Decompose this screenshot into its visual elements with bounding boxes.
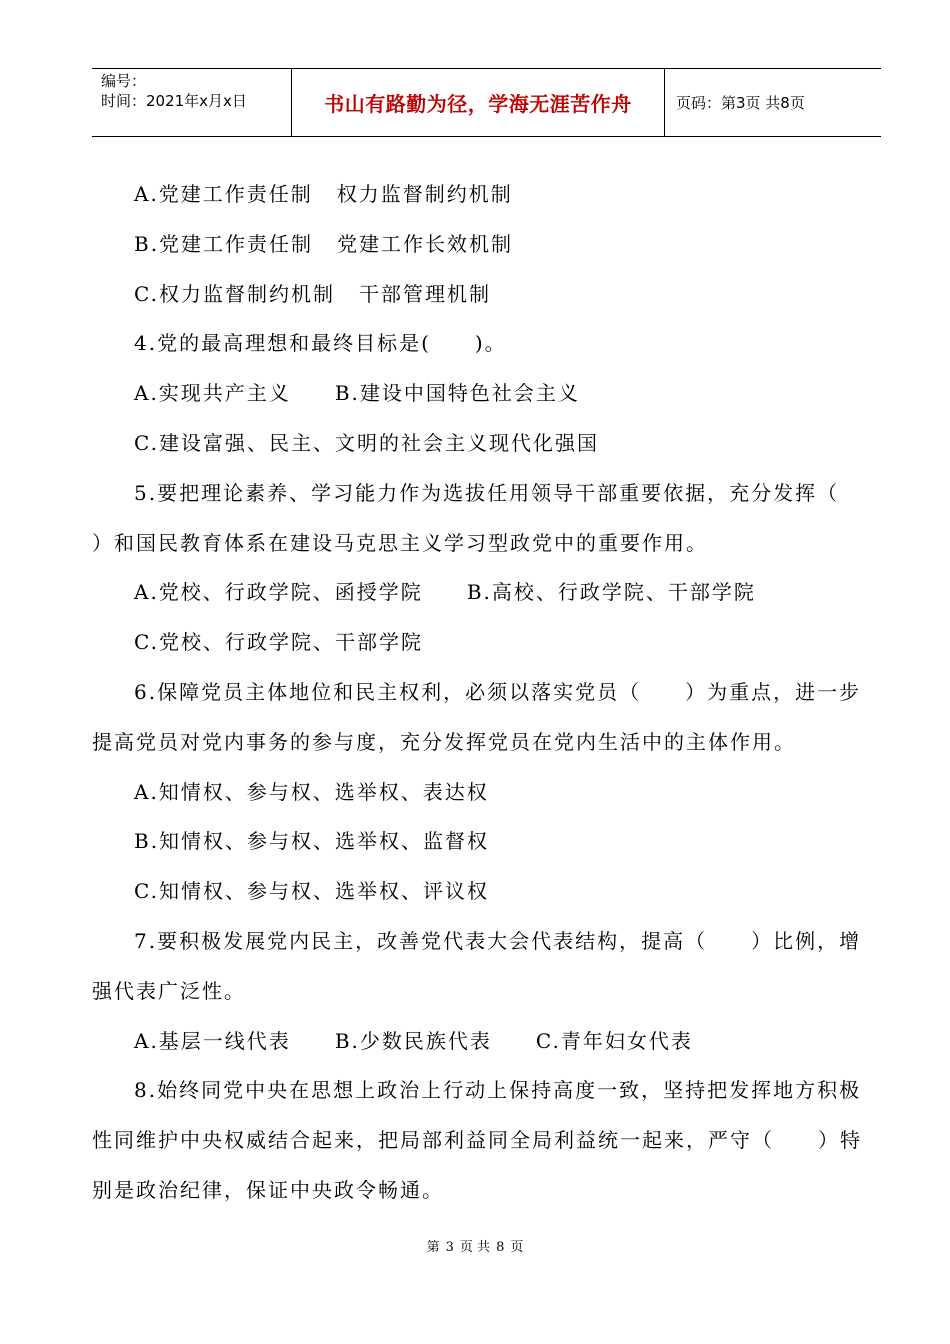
option-line <box>92 419 882 469</box>
text-segment: 7.要积极发展党内民主，改善党代表大会代表结构，提高（ ）比例，增 <box>134 928 862 953</box>
document-body <box>92 170 882 1216</box>
text-segment: 性同维护中央权威结合起来，把局部利益同全局利益统一起来，严守（ ）特 <box>92 1128 862 1153</box>
text-segment: A.知情权、参与权、选举权、表达权 <box>134 779 489 804</box>
continuation-line <box>92 718 882 768</box>
text-segment: C.权力监督制约机制 <box>134 281 335 306</box>
continuation-line <box>92 519 882 569</box>
option-line <box>92 817 882 867</box>
option-line <box>92 618 882 668</box>
text-segment: A.党建工作责任制 <box>134 182 313 206</box>
text-segment: ）和国民教育体系在建设马克思主义学习型政党中的重要作用。 <box>92 530 708 555</box>
page-footer <box>0 1236 950 1255</box>
footer-page-number: 3 <box>445 1240 454 1255</box>
header-number-label: 编号： <box>101 72 147 90</box>
option-line <box>92 1017 882 1067</box>
header-page-info: 页码：第3页 共8页 <box>676 94 805 112</box>
question-line <box>92 917 882 967</box>
footer-mid: 页 共 <box>459 1240 491 1255</box>
text-segment: B.高校、行政学院、干部学院 <box>466 580 756 605</box>
text-segment: 8.始终同党中央在思想上政治上行动上保持高度一致，坚持把发挥地方积极 <box>134 1078 862 1103</box>
text-segment: B.少数民族代表 <box>334 1028 492 1053</box>
footer-total-pages: 8 <box>496 1240 505 1255</box>
header-meta <box>92 69 292 136</box>
option-line <box>92 170 882 220</box>
continuation-line <box>92 967 882 1017</box>
question-line <box>92 668 882 718</box>
text-segment: C.青年妇女代表 <box>535 1028 693 1053</box>
text-segment: A.党校、行政学院、函授学院 <box>134 580 423 605</box>
footer-suffix: 页 <box>510 1240 524 1255</box>
text-segment: B.建设中国特色社会主义 <box>334 381 580 406</box>
option-line <box>92 867 882 917</box>
footer-prefix: 第 <box>426 1240 440 1255</box>
continuation-line <box>92 1166 882 1216</box>
question-line <box>92 469 882 519</box>
text-segment: 别是政治纪律，保证中央政令畅通。 <box>92 1177 444 1202</box>
text-segment: B.知情权、参与权、选举权、监督权 <box>134 829 490 854</box>
question-line <box>92 1066 882 1116</box>
header-motto: 书山有路勤为径，学海无涯苦作舟 <box>292 69 665 136</box>
text-segment: 5.要把理论素养、学习能力作为选拔任用领导干部重要依据，充分发挥（ <box>134 480 840 505</box>
text-segment: 提高党员对党内事务的参与度，充分发挥党员在党内生活中的主体作用。 <box>92 729 796 754</box>
text-segment: B.党建工作责任制 <box>134 231 314 256</box>
question-line <box>92 319 882 369</box>
text-segment: C.党校、行政学院、干部学院 <box>134 630 423 655</box>
option-line <box>92 768 882 818</box>
option-line <box>92 369 882 419</box>
text-segment: 权力监督制约机制 <box>336 182 513 206</box>
header-time-label: 时间：2021年x月x日 <box>101 92 247 110</box>
text-segment: 干部管理机制 <box>358 281 491 306</box>
text-segment: 党建工作长效机制 <box>337 231 514 256</box>
text-segment: A.基层一线代表 <box>134 1028 291 1053</box>
option-line <box>92 270 882 320</box>
option-line <box>92 220 882 270</box>
option-line <box>92 568 882 618</box>
continuation-line <box>92 1116 882 1166</box>
text-segment: C.知情权、参与权、选举权、评议权 <box>134 879 489 904</box>
text-segment: A.实现共产主义 <box>134 381 291 406</box>
text-segment: C.建设富强、民主、文明的社会主义现代化强国 <box>134 430 599 455</box>
page-header <box>92 68 881 137</box>
text-segment: 6.保障党员主体地位和民主权利，必须以落实党员（ ）为重点，进一步 <box>134 679 862 704</box>
text-segment: 强代表广泛性。 <box>92 978 246 1003</box>
text-segment: 4.党的最高理想和最终目标是( )。 <box>134 331 507 356</box>
